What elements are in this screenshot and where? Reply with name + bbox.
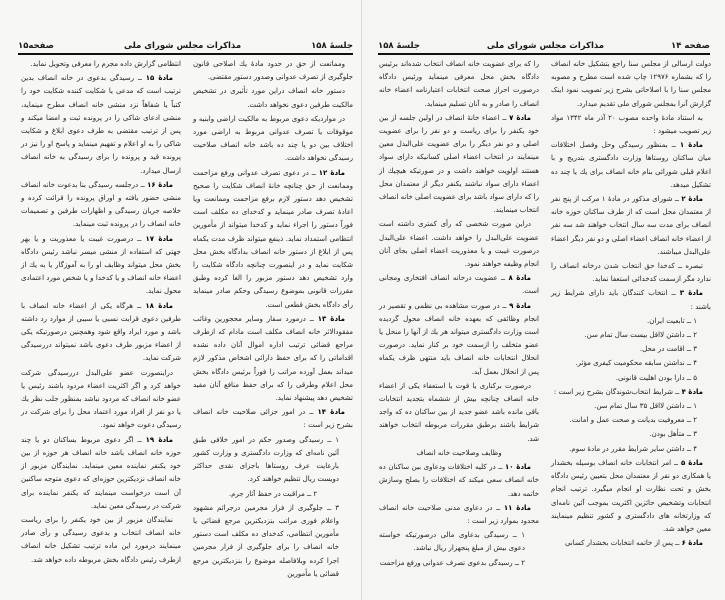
paragraph-text: ۱ ــ رسیدگی وصدور حکم در امور خلافی طبق آئین نامه‌ای که وزارت دادگستری و وزارت کشور بارعایت عرف روستاها باجزای نقدی حداکثر دویست ریال تنظیم خواهند کرد.	[193, 435, 339, 484]
right-page-header	[378, 37, 710, 51]
paragraph-text: ــ رسیدگی بدعوی در خانه انصاف بدین ترتیب است که مدعی یا شکایت کننده شکایت خود را کتباً یا شفاهاً نزد منشی خانه انصاف مطرح مینماید، منشی ادعای شاکی را در پرونده ثبت و امضا میکند و پس از ترتیب مقتضی به طرف دعوی ابلاغ و شکایت شاکی را به او اعلام و تفهیم مینماید و پاسخ او را نیز در پرونده قید و پرونده را برای رسیدگی به خانه انصاف ارسال میدارد.	[21, 74, 181, 175]
article-paragraph	[551, 386, 711, 399]
paragraph	[379, 529, 539, 555]
paragraph-text: ۳ ــ متأهل بودن.	[649, 430, 697, 439]
paragraph	[551, 343, 711, 356]
paragraph-text: ۵ ــ دارا بودن اهلیت قانونی.	[615, 373, 697, 382]
article-paragraph	[379, 502, 539, 528]
right-page	[362, 0, 725, 600]
paragraph-text: در مواردیکه دعوی مربوط به مالکیت اراضی وابنیه و موقوفات یا تصرف عدوانی مربوط به اراضی مورد اختلاف بین دو یا چند ده باشد خانه انصاف صلاحیت رسیدگی نخواهد داشت.	[193, 114, 353, 163]
paragraph-text: ــ هرگاه یکی از اعضاء خانه انصاف با طرفین دعوی قرابت نسبی یا سببی از موارد رد داشته باشد و مورد ایراد واقع شود وهمچنین درصورتیکه یکی از اعضاء مزبور طرف دعوی باشد نمیتواند دررسیدگی شرکت نماید.	[21, 301, 181, 363]
paragraph-text: ۱ ــ داشتن لااقل ۳۵ سال تمام سن.	[594, 402, 697, 411]
paragraph	[551, 112, 711, 138]
left-page-header	[18, 37, 353, 51]
paragraph	[379, 58, 539, 111]
text-column	[193, 58, 353, 582]
paragraph	[193, 85, 353, 111]
paragraph	[193, 488, 353, 501]
article-number: مادهٔ ۱۸	[145, 301, 173, 310]
paragraph-text: ۱ ــ رسیدگی بدعاوی مالی درصورتیکه خواسته دعوی بیش از مبلغ پنجهزار ریال نباشد.	[379, 531, 525, 553]
article-number: مادهٔ ۱۳	[317, 314, 345, 323]
article-number: مادهٔ ۹	[509, 301, 531, 310]
paragraph-text: ــ شورای مذکور در مادهٔ ۱ مرکب از پنج نفر از معتمدان محل است که از طرف ساکنان حوزه خانه انصاف برای مدت سه سال انتخاب خواهند شد سه نفر از اعضاء خانه انصاف اعضاء اصلی و دو نفر دیگر اعضاء علی‌البدل میباشند.	[550, 195, 711, 256]
article-paragraph	[193, 406, 353, 432]
header-divider	[18, 53, 353, 55]
paragraph-text: تبصره ــ کدخدا حق انتخاب شدن درخانه انصاف را ندارد مگر ازسمت کدخدائی استعفا نماید.	[551, 262, 711, 284]
paragraph-text: دولت ارسالی از مجلس سنا راجع بتشکیل خانه انصاف را که بشماره ۱۲۹۷۶ چاپ شده است مطرح و مصوبه مجلس سنا را با اصلاحاتی بشرح زیر تصویب نمود اینک گزارش آنرا بمجلس شورای ملی تقدیم میدارد.	[551, 60, 711, 108]
paragraph-text: ومماتعت از حق در حدود مادهٔ یك اصلاحی قانون جلوگیری از تصرف عدوانی وصدور دستور مقتضی.	[193, 60, 353, 82]
article-paragraph	[551, 193, 711, 259]
article-paragraph	[193, 167, 353, 312]
paragraph-text: دراین صورت شخصی که رأی کمتری داشته است عضویت علی‌البدل را خواهد داشت. اعضاء علی‌البدل درصورت غیبت و یا معذوریت اعضاء اصلی بجای آنان انجام وظیفه خواهند نمود.	[379, 220, 539, 269]
article-number: مادهٔ ۲	[681, 195, 704, 204]
paragraph	[193, 58, 353, 84]
section-heading	[379, 447, 539, 460]
right-page-title: مذاکرات مجلس شورای ملی	[486, 41, 605, 51]
paragraph-text: درصورت برکناری یا فوت یا استعفاء یکی از اعضاء خانه انصاف چنانچه بیش از ششماه بتجدید انتخابات باقی مانده باشد عضو جدید از بین ساکنان ده که واجد شرایط باشند برطبق مقررات مربوطه انتخاب خواهند شد.	[379, 381, 539, 443]
paragraph	[193, 113, 353, 166]
article-paragraph	[21, 179, 181, 232]
paragraph	[551, 58, 711, 111]
paragraph	[193, 434, 353, 487]
paragraph-text: وظایف وصلاحیت خانه انصاف	[416, 448, 502, 457]
paragraph-text: ۲ ــ معروفیت بدیانت و صحت عمل و امانت.	[569, 416, 697, 425]
article-number: مادهٔ ۳	[679, 289, 703, 298]
article-paragraph	[379, 272, 539, 298]
article-paragraph	[379, 300, 539, 379]
paragraph-text: ۳ ــ جلوگیری از فرار مجرمین درجرائم مشهود واعلام فوری مراتب بنزدیکترین مرجع قضائی یا مأمورین انتظامی، کدخدای ده مکلف است دستور خانه انصاف را برای جلوگیری از فرار مجرمین اجرا کرده وبلافاصله موضوع را بنزدیکترین مرجع قضائی یا مأمورین	[193, 503, 339, 578]
paragraph-text: دستور خانه انصاف دراین مورد تأثیری در تشخیص مالکیت طرفین دعوی نخواهد داشت.	[193, 87, 353, 109]
paragraph-text: ــ عضویت درخانه انصاف افتخاری ومجانی است.	[379, 274, 539, 296]
paragraph	[21, 367, 181, 433]
paragraph-text: ــ درجلسه رسیدگی بنا بدعوت خانه انصاف منشی حضور یافته و اوراق پرونده را قرائت کرده و خلاصه جریان رسیدگی و اظهارات طرفین و تصمیمات خانه انصاف را در پرونده ثبت مینماید.	[21, 180, 181, 229]
paragraph-text: ۲ ــ داشتن لااقل بیست سال تمام سن.	[584, 331, 697, 340]
paragraph	[551, 400, 711, 413]
paragraph-text: ــ امر انتخابات خانه انصاف بوسیله بخشدار یا همکاری دو نفر از معتمدان محل بتعیین رئیس دادگاه بخش و تحت نظارت او انجام میگیرد. ترتیب انجام انتخابات وتشخیص حائزین اکثریت بموجب آئین نامه‌ای که وزارتخانه های دادگستری و کشور تنظیم مینمایند معین خواهد شد.	[551, 458, 711, 533]
paragraph	[551, 443, 711, 456]
paragraph-text: انتظامی گزارش داده مجرم را معرفی وتحویل نماید.	[30, 60, 181, 68]
left-page-columns	[20, 58, 353, 582]
paragraph-text: ۴ ــ داشتن سایر شرایط مقرر در مادهٔ سوم.	[569, 444, 697, 453]
paragraph-text: ــ انتخاب کنندگان باید دارای شرایط زیر باشند :	[551, 289, 711, 311]
article-number: مادهٔ ۱۷	[145, 234, 174, 243]
article-paragraph	[193, 313, 353, 405]
article-number: مادهٔ ۱۶	[147, 180, 173, 189]
article-paragraph	[379, 112, 539, 218]
paragraph	[379, 218, 539, 271]
paragraph-text: ــ در دعوی تصرف عدوانی ورفع مزاحمت وممانعت از حق چنانچه خانهٔ انصاف شکایت را صحیح تشخیص دهد دستور لازم برفع مزاحمت وممانعت ویا اعادهٔ تصرف صادر مینماید و کدخدای ده مکلف است فوراً دستور را اجراء نماید و کدخدا میتواند از مأمورین انتظامی استمداد نماید. ذینفع میتواند ظرف مدت یکماه پس از ابلاغ از دستور خانه انصاف بدادگاه بخش محل شکایت نماید و در اینصورت چنانچه دادگاه شکایت را وارد تشخیص دهد دستور مزبور را الغا کرده وطبق مقررات قانونی بموضوع رسیدگی وحکم صادر مینماید رأی دادگاه بخش قطعی است.	[193, 168, 353, 309]
right-page-columns	[378, 58, 711, 571]
paragraph	[551, 372, 711, 385]
article-paragraph	[551, 537, 711, 550]
article-number: مادهٔ ۴	[681, 387, 703, 396]
paragraph	[551, 357, 711, 370]
paragraph-text: را که برای عضویت خانه انصاف انتخاب شده‌اند برئیس دادگاه بخش محل معرفی مینماید ورئیس دادگاه درصورت احراز صحت انتخابات اعتبارنامه اعضاء خانه انصاف را صادر و به آنان تسلیم مینماید.	[379, 60, 539, 108]
paragraph-text: ۲ ــ مراقبت در حفظ آثار جرم.	[228, 489, 318, 498]
article-paragraph	[551, 287, 711, 313]
paragraph	[551, 428, 711, 441]
right-page-number: صفحه ۱۴	[671, 41, 710, 51]
paragraph	[21, 58, 181, 71]
text-column	[379, 58, 539, 571]
left-page-title: مذاکرات مجلس شورای ملی	[123, 41, 242, 51]
paragraph-text: ــ بمنظور رسیدگی وحل وفصل اختلافات میان ساکنان روستاها وزارت دادگستری بتدریج و با اعلام قبلی شورائی بنام خانه انصاف برای یك یا چند ده تشکیل میدهد.	[551, 141, 711, 189]
paragraph-text: ۱ ــ تابعیت ایران.	[646, 316, 697, 325]
paragraph	[551, 315, 711, 328]
header-divider	[378, 53, 710, 55]
article-number: مادهٔ ۵	[680, 458, 703, 467]
article-paragraph	[379, 461, 539, 501]
article-number: مادهٔ ۱	[679, 141, 703, 150]
paragraph-text: ــ اگر دعوی مربوط بساکنان دو یا چند حوزه خانه انصاف باشد خانه انصاف هر حوزه از بین خود یکنفر نماینده معین مینماید. نمایندگان مزبور از خانه انصاف نزدیکترین حوزه‌ای که دعوی متوجه ساکنین آن است درخواست مینمایند که یکنفر نماینده برای شرکت در رسیدگی معین نماید.	[21, 435, 181, 510]
paragraph-text: ــ در امور جزائی صلاحیت خانه انصاف بشرح زیر است :	[193, 408, 353, 430]
text-column	[551, 58, 711, 571]
paragraph	[193, 502, 353, 581]
article-number: مادهٔ ۱۴	[317, 408, 345, 417]
paragraph-text: ــ در صورت مشاهده بی نظمی و تقصیر در انجام وظائفی که بعهده خانه انصاف محول گردیده است وزارت دادگستری میتواند هر یك از آنها را منحل یا عضو متخلف را ازسمت خود بر کنار نماید. درصورت انحلال انتخابات خانه انصاف باید منتهی ظرف یکماه پس از انحلال بعمل آید.	[379, 301, 539, 376]
article-number: مادهٔ ۱۰	[504, 463, 531, 472]
paragraph-text: ــ درمورد سفار وسایر محجورین وغائب مفقودالاثر خانه انصاف مکلف است مادام که ازطرف مراجع قضائی ترتیب اداره اموال آنان داده نشده اقداماتی را که برای حفظ دارائی اشخاص مذکور لازم میداند بعمل آورده مراتب را فوراً برئیس دادگاه بخش محل اعلام وطرقی را که برای حفظ منافع آنان مفید تشخیص دهد پیشنهاد نماید.	[193, 314, 353, 403]
left-page	[0, 0, 362, 600]
article-number: مادهٔ ۷	[509, 113, 532, 122]
paragraph-text: دراینصورت عضو علی‌البدل دررسیدگی شرکت خواهد کرد و اگر اکثریت اعضاء مردود باشند رئیس یا عضو خانه انصاف که مردود نباشد بمنظور جلب نظر یك یا دو نفر از افراد مورد اعتماد محل را برای شرکت در رسیدگی دعوت خواهد نمود.	[21, 368, 181, 430]
left-page-number: جلسهٔ ۱۵۸	[311, 41, 353, 51]
article-number: مادهٔ ۱۱	[503, 503, 531, 512]
article-paragraph	[551, 457, 711, 536]
paragraph-text: ۴ ــ نداشتن سابقه محکومیت کیفری مؤثر.	[575, 359, 697, 368]
paragraph-text: ۲ ــ رسیدگی بدعوی تصرف عدوانی ورفع مزاحمت	[379, 558, 525, 567]
article-paragraph	[551, 139, 711, 192]
paragraph-text: ــ شرایط انتخاب‌شوندگان بشرح زیر است :	[553, 387, 682, 396]
article-number: مادهٔ ۱۲	[318, 168, 346, 177]
text-column	[21, 58, 181, 582]
article-paragraph	[21, 72, 181, 178]
paragraph	[379, 380, 539, 446]
paragraph-text: به استناد مادهٔ واحده مصوب ۲۰ آذر ماه ۱۳۴۲ مواد زیر تصویب میشود :	[551, 113, 711, 136]
article-number: مادهٔ ۶	[681, 539, 703, 548]
paragraph	[21, 514, 181, 567]
article-paragraph	[21, 233, 181, 299]
article-number: مادهٔ ۱۵	[145, 74, 174, 83]
article-number: مادهٔ ۸	[508, 274, 531, 283]
paragraph	[551, 329, 711, 342]
paragraph-text: ــ در کلیه اختلافات ودعاوی بین ساکنان ده خانه انصاف سعی میکند که اختلافات را بصلح وسازش خاتمه دهد.	[379, 463, 539, 498]
paragraph-text: ــ اعضاء خانهٔ انصاف در اولین جلسه از بین خود یکنفر را برای ریاست و دو نفر را برای عضویت اصلی و دو نفر دیگر را برای عضویت علی‌البدل معین مینمایند در انتخاب اعضاء اصلی کسانیکه دارای سواد هستند اولویت خواهند داشت و در صورتیکه هیچیك از اعضاء دارای سواد نباشند یکنفر دیگر از معتمدان محل را که دارای سواد باشد برای عضویت اصلی خانه انصاف انتخاب مینمایند.	[379, 113, 539, 215]
left-page-session: صفحه۱۵	[18, 41, 55, 51]
paragraph-text: ۳ ــ اقامت در محل.	[639, 345, 697, 354]
article-paragraph	[21, 300, 181, 366]
paragraph	[379, 557, 539, 570]
paragraph-text: نمایندگان مزبور از بین خود یکنفر را برای ریاست خانه انصاف انتخاب و بدعوی رسیدگی و رأی صادر مینمایند درمورد این ماده ترتیب تشکیل خانه انصاف ازطرف رئیس دادگاه بخش مربوطه داده خواهد شد.	[21, 515, 181, 564]
paragraph-text: ــ درصورت غیبت یا معذوریت و یا بهر جهتی که استفاده از منشی میسر نباشد رئیس دادگاه بخش محل میتواند وظایف او را به آموزگار یا به یك از اعضاء خانه انصاف و یا کدخدا و یا شخص مورد اعتمادی محول نماید.	[21, 234, 181, 296]
paragraph	[551, 260, 711, 286]
article-paragraph	[21, 434, 181, 513]
right-page-session: جلسهٔ ۱۵۸	[378, 41, 420, 51]
paragraph	[551, 414, 711, 427]
article-number: مادهٔ ۱۹	[145, 435, 174, 444]
paragraph-text: ــ پس از خاتمه انتخابات بخشدار کسانی	[564, 539, 682, 548]
paragraph-text: ــ در دعاوی مدنی صلاحیت خانه انصاف محدود بموارد زیر است :	[379, 503, 539, 525]
